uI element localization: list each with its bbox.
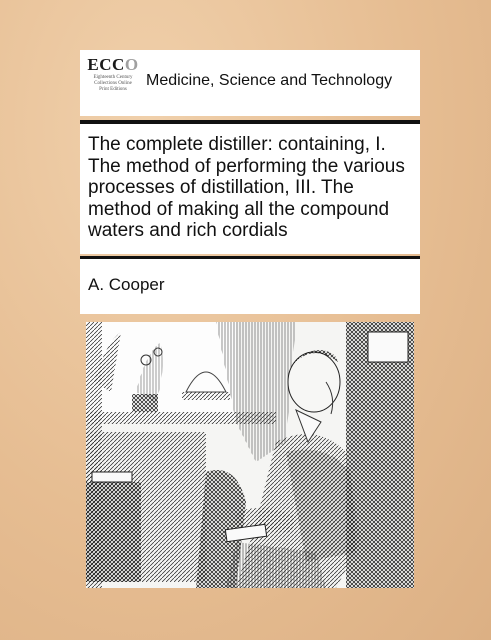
author-box <box>80 259 420 314</box>
ecco-logo-subtitle-3: Print Editions <box>99 87 127 92</box>
ecco-logo-mark-right: O <box>124 55 139 74</box>
ecco-logo-mark-left: ECC <box>87 55 125 74</box>
book-title: The complete distiller: containing, I. The method of performing the various processes of distillation, III. The method of making all the compound waters and rich cordials <box>88 134 405 241</box>
ecco-logo-subtitle-1: Eighteenth Century <box>93 75 133 80</box>
series-header <box>80 50 420 116</box>
engraving-seated-man-at-window-icon <box>86 322 414 588</box>
ecco-logo <box>86 56 140 110</box>
title-box <box>80 124 420 254</box>
book-author: A. Cooper <box>88 275 165 294</box>
ecco-logo-mark <box>86 56 140 73</box>
series-title: Medicine, Science and Technology <box>146 72 393 89</box>
ecco-logo-subtitle-2: Collections Online <box>94 81 132 86</box>
book-cover <box>80 50 420 590</box>
